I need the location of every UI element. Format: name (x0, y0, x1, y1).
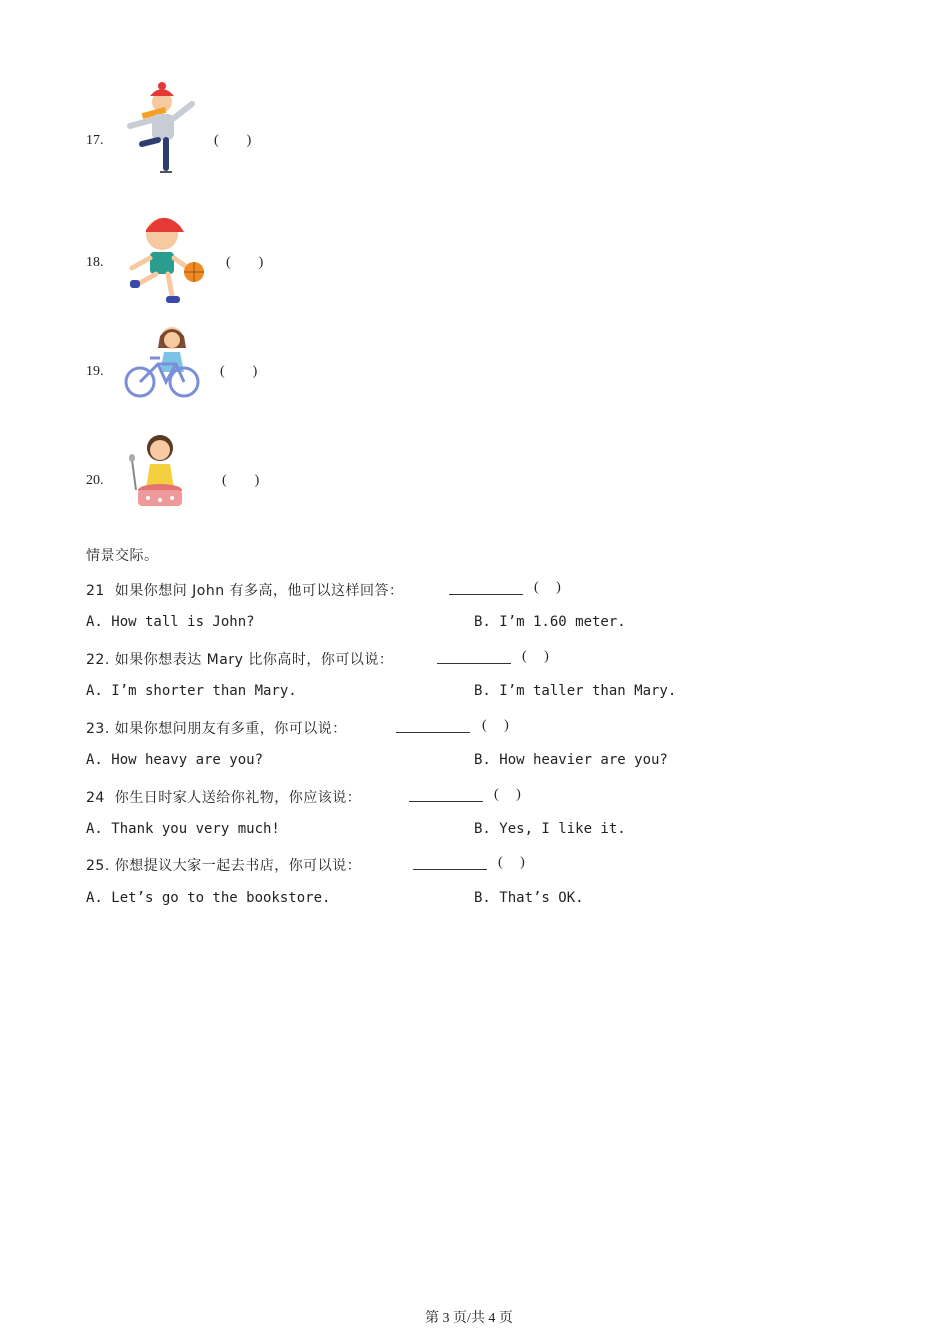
answer-paren: ( ) (482, 718, 509, 733)
answer-paren: ( ) (522, 649, 549, 664)
answer-paren: ( ) (226, 255, 264, 270)
question-prompt: 23. 如果你想问朋友有多重，你可以说： (86, 721, 347, 737)
answer-paren: ( ) (498, 855, 525, 870)
question-prompt: 22. 如果你想表达 Mary 比你高时，你可以说： (86, 652, 394, 668)
question-prompt: 25. 你想提议大家一起去书店，你可以说： (86, 858, 362, 874)
basketball-boy-icon (124, 212, 208, 308)
item-number: 17. (86, 133, 104, 148)
option-a: A. Let’s go to the bookstore. (86, 890, 331, 906)
cycling-girl-icon (122, 322, 202, 402)
answer-paren: ( ) (494, 787, 521, 802)
answer-blank[interactable] (409, 789, 483, 802)
option-a: A. How heavy are you? (86, 752, 264, 768)
option-b: B. I’m taller than Mary. (474, 683, 677, 699)
answer-paren: ( ) (214, 133, 252, 148)
answer-paren: ( ) (220, 364, 258, 379)
cooking-girl-icon (126, 430, 186, 512)
item-number: 20. (86, 473, 104, 488)
option-a: A. Thank you very much! (86, 821, 280, 837)
option-a: A. How tall is John? (86, 614, 255, 630)
option-b: B. Yes, I like it. (474, 821, 626, 837)
answer-blank[interactable] (449, 582, 523, 595)
section-title: 情景交际。 (86, 548, 159, 564)
item-number: 19. (86, 364, 104, 379)
item-number: 18. (86, 255, 104, 270)
answer-paren: ( ) (534, 580, 561, 595)
option-b: B. How heavier are you? (474, 752, 668, 768)
answer-paren: ( ) (222, 473, 260, 488)
option-a: A. I’m shorter than Mary. (86, 683, 297, 699)
answer-blank[interactable] (437, 651, 511, 664)
answer-blank[interactable] (413, 857, 487, 870)
option-b: B. I’m 1.60 meter. (474, 614, 626, 630)
answer-blank[interactable] (396, 720, 470, 733)
ice-skating-boy-icon (122, 82, 198, 176)
option-b: B. That’s OK. (474, 890, 584, 906)
question-prompt: 24 你生日时家人送给你礼物，你应该说： (86, 790, 362, 806)
page-footer: 第 3 页/共 4 页 (425, 1311, 513, 1326)
question-prompt: 21 如果你想问 John 有多高，他可以这样回答： (86, 583, 404, 599)
